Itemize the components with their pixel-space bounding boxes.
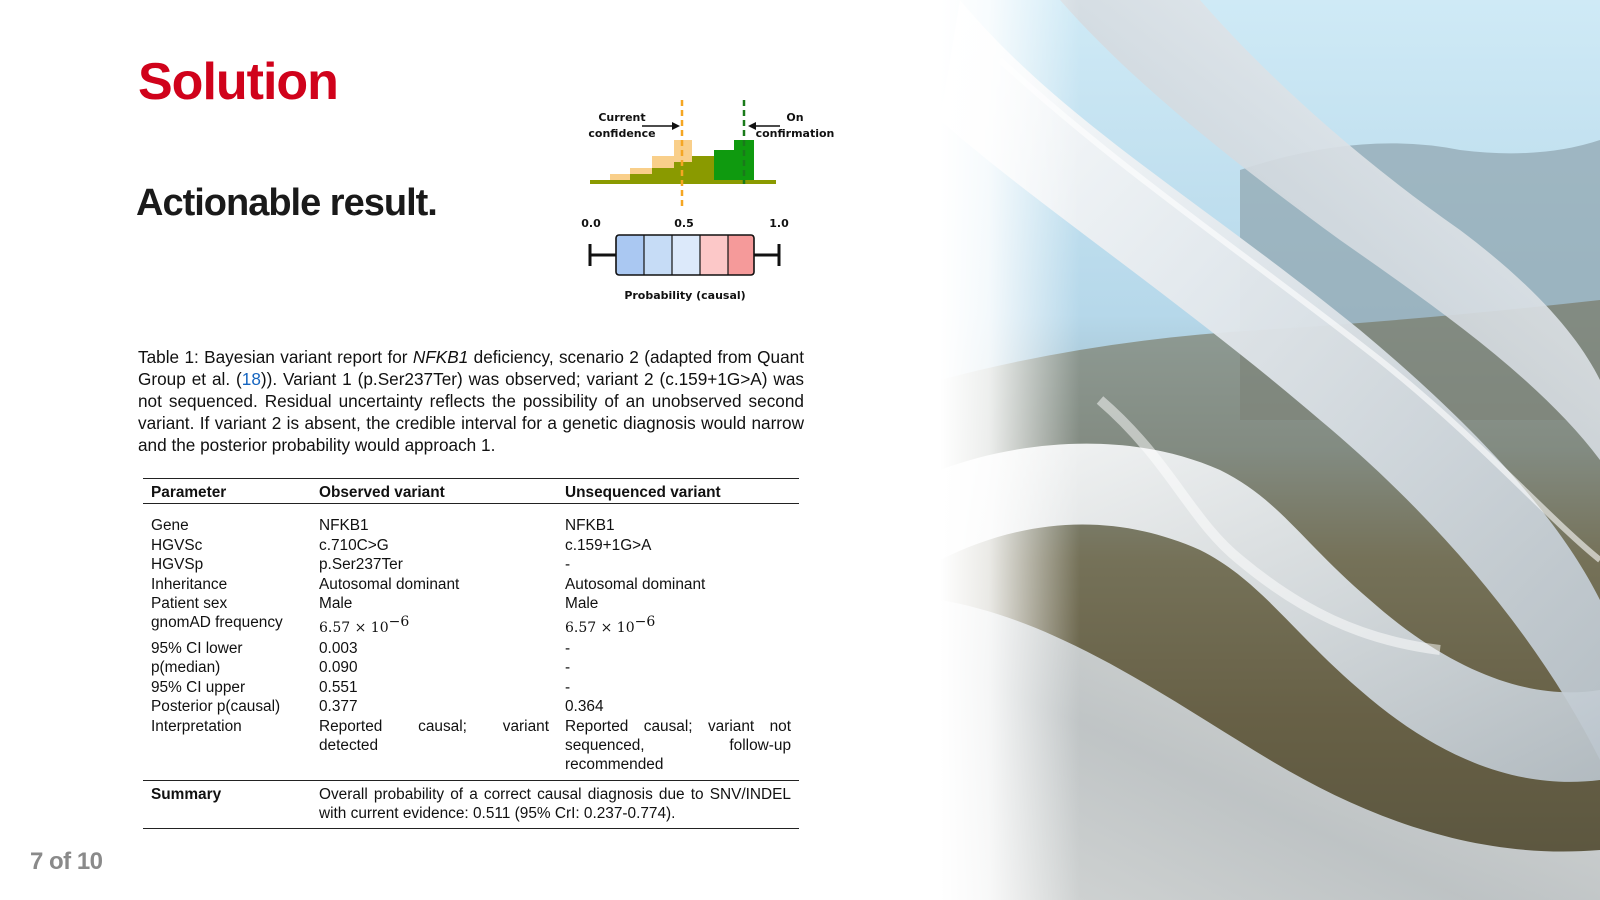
confirm-hist-bar — [692, 156, 714, 180]
unsequenced-frequency-exp: −6 — [634, 614, 656, 631]
observed-cell — [311, 613, 557, 639]
table-row — [143, 613, 799, 639]
param-cell: Patient sex — [151, 595, 228, 613]
current-label-line2: confidence — [588, 127, 656, 140]
confirm-label-line1: On — [786, 111, 804, 124]
variant-table — [143, 478, 799, 829]
photo-fade-edge — [940, 0, 1080, 900]
unsequenced-cell: - — [565, 659, 571, 677]
observed-frequency-base: 6.57 × 10 — [319, 620, 389, 637]
table-row — [143, 575, 799, 594]
unsequenced-cell: c.159+1G>A — [565, 536, 652, 554]
table-row — [143, 697, 799, 716]
summary-label: Summary — [151, 785, 222, 803]
observed-cell: Male — [319, 595, 353, 613]
observed-cell: 0.090 — [319, 659, 358, 677]
unsequenced-cell: - — [565, 639, 571, 657]
table-row — [143, 678, 799, 697]
observed-cell: NFKB1 — [319, 517, 369, 535]
box-segment — [672, 235, 700, 275]
slide-title: Solution — [138, 53, 338, 111]
current-hist-bar — [610, 174, 630, 180]
param-cell: p(median) — [151, 659, 221, 677]
table-row — [143, 658, 799, 677]
citation-link[interactable]: 18 — [241, 369, 261, 389]
observed-cell: p.Ser237Ter — [319, 556, 403, 574]
param-cell: Interpretation — [151, 717, 242, 735]
caption-middle: deficiency, scenario 2 (adapted from Quant Group et al. ( — [138, 347, 805, 389]
summary-row — [143, 780, 799, 828]
observed-cell: 0.377 — [319, 698, 358, 716]
probability-figure — [580, 96, 860, 316]
unsequenced-frequency-base: 6.57 × 10 — [565, 620, 635, 637]
table-row — [143, 717, 799, 781]
page-number: 7 of 10 — [30, 848, 103, 875]
param-cell: gnomAD frequency — [151, 614, 283, 632]
table-row — [143, 504, 799, 536]
probability-diagram — [580, 96, 860, 316]
summary-text: Overall probability of a correct causal diagnosis due to SNV/INDEL with current evidence: 0.511 (95% CrI: 0.237-0.774). — [319, 785, 791, 823]
observed-cell: Autosomal dominant — [319, 575, 460, 593]
unsequenced-cell: Reported causal; variant not sequenced, follow-up recommended — [565, 717, 791, 774]
box-segment — [644, 235, 672, 275]
unsequenced-cell: 0.364 — [565, 698, 604, 716]
caption-suffix: )). Variant 1 (p.Ser237Ter) was observed; variant 2 (c.159+1G>A) was not sequenced. Residual uncertainty reflects the possibility of an unobserved second variant. If variant 2 is absent, the credible interval for a genetic diagnosis would narrow and the posterior probability would approach 1. — [138, 369, 804, 455]
box-segment — [728, 235, 754, 275]
table-row — [143, 594, 799, 613]
table-row — [143, 536, 799, 555]
background-photo — [940, 0, 1600, 900]
table-row — [143, 555, 799, 574]
header-observed: Observed variant — [319, 484, 445, 501]
axis-label: Probability (causal) — [624, 289, 746, 302]
box-segment — [616, 235, 644, 275]
table-caption — [138, 346, 804, 456]
unsequenced-cell: Autosomal dominant — [565, 575, 706, 593]
param-cell: HGVSp — [151, 556, 204, 574]
box-segment — [700, 235, 728, 275]
scale-tick-0: 0.0 — [581, 217, 601, 230]
param-cell: 95% CI upper — [151, 678, 246, 696]
unsequenced-cell — [557, 613, 799, 639]
param-cell: Gene — [151, 517, 189, 535]
caption-prefix: Table 1: Bayesian variant report for — [138, 347, 413, 367]
param-cell: HGVSc — [151, 536, 203, 554]
unsequenced-cell: - — [565, 678, 571, 696]
param-cell: 95% CI lower — [151, 639, 243, 657]
observed-cell: Reported causal; variant detected — [319, 717, 549, 754]
scale-tick-1: 0.5 — [674, 217, 694, 230]
param-cell: Inheritance — [151, 575, 228, 593]
confirm-label-line2: confirmation — [755, 127, 835, 140]
table-header-row — [143, 479, 799, 504]
unsequenced-cell: NFKB1 — [565, 517, 615, 535]
observed-frequency-exp: −6 — [388, 614, 410, 631]
param-cell: Posterior p(causal) — [151, 698, 281, 716]
unsequenced-cell: - — [565, 556, 571, 574]
table-row — [143, 639, 799, 658]
caption-gene: NFKB1 — [412, 347, 469, 367]
observed-cell: 0.551 — [319, 678, 358, 696]
scale-tick-2: 1.0 — [769, 217, 789, 230]
header-parameter: Parameter — [151, 484, 227, 501]
unsequenced-cell: Male — [565, 595, 599, 613]
observed-cell: 0.003 — [319, 639, 358, 657]
confirm-hist-bar — [714, 150, 734, 180]
confirm-hist-bar — [652, 168, 674, 180]
current-arrow-head — [672, 122, 680, 130]
slide-subtitle: Actionable result. — [136, 182, 437, 224]
header-unsequenced: Unsequenced variant — [565, 484, 721, 501]
current-label-line1: Current — [598, 111, 646, 124]
confirm-hist-bar — [630, 174, 652, 180]
observed-cell: c.710C>G — [319, 536, 389, 554]
